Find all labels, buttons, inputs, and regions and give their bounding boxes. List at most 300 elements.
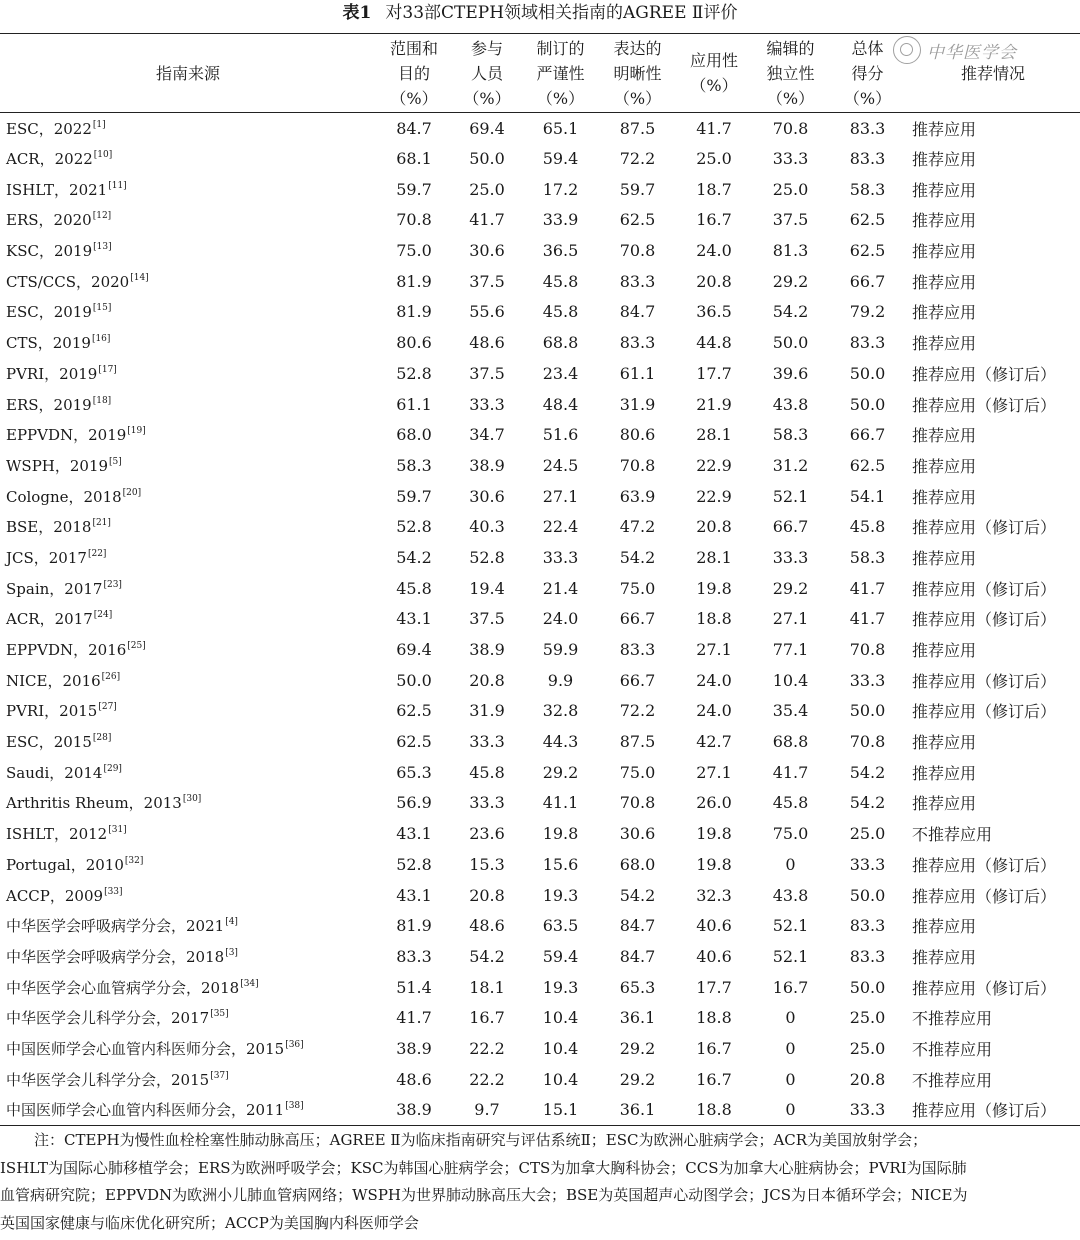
source-name: ACR，2022: [6, 150, 93, 169]
source-name: ACCP，2009: [6, 886, 104, 905]
col-rigour-cell: 65.1: [542, 118, 579, 138]
col-rigour-cell: 51.6: [542, 425, 579, 445]
col-overall-cell: 33.3: [849, 1100, 886, 1120]
col-independence-cell: 45.8: [772, 793, 809, 813]
col-independence-cell: 66.7: [772, 517, 809, 537]
col-applicability-cell: 26.0: [696, 793, 732, 813]
table-row: [0, 1033, 1080, 1064]
col-stakeholder-cell: 40.3: [469, 517, 505, 537]
col-applicability-cell: 22.9: [696, 486, 732, 506]
source-name: PVRI，2015: [6, 702, 98, 721]
col-overall-cell: 83.3: [849, 333, 886, 353]
col-overall-cell: 41.7: [849, 609, 886, 629]
col-applicability-cell: 32.3: [696, 885, 732, 905]
header-line: 指南来源: [155, 63, 220, 83]
header-line: （%）: [613, 88, 662, 108]
col-applicability-cell: 44.8: [696, 333, 732, 353]
col-scope-cell: 59.7: [396, 486, 432, 506]
col-rigour-cell: 59.4: [542, 149, 579, 169]
header-row: [0, 34, 1080, 113]
citation-ref: [4]: [225, 917, 238, 928]
col-stakeholder-cell: 22.2: [469, 1069, 505, 1089]
col-applicability-cell: 41.7: [696, 118, 732, 138]
col-overall-cell: 33.3: [849, 670, 886, 690]
col-clarity-cell: 83.3: [619, 333, 656, 353]
col-clarity-cell: 72.2: [619, 149, 656, 169]
guideline-source: [0, 511, 376, 542]
recommendation-cell: 推荐应用: [912, 426, 977, 446]
col-scope-cell: 81.9: [396, 916, 432, 936]
header-line: （%）: [766, 88, 815, 108]
guideline-source: [0, 757, 376, 788]
col-scope-cell: 54.2: [396, 547, 432, 567]
recommendation-cell: 推荐应用: [912, 242, 977, 262]
col-recommendation-header: [906, 34, 1080, 113]
col-rigour-cell: 19.3: [542, 977, 579, 997]
guideline-source: [0, 910, 376, 941]
guideline-source: [0, 665, 376, 696]
guideline-source: [0, 634, 376, 665]
table-row: [0, 1064, 1080, 1095]
col-rigour-cell: 45.8: [542, 271, 579, 291]
col-scope-cell: 69.4: [396, 640, 432, 660]
table-number: 表1: [342, 3, 372, 23]
col-applicability-cell: 19.8: [696, 854, 732, 874]
source-name: KSC，2019: [6, 242, 93, 261]
col-stakeholder-cell: 23.6: [469, 824, 505, 844]
col-rigour-cell: 9.9: [547, 670, 574, 690]
col-stakeholder-cell: 37.5: [469, 609, 505, 629]
recommendation-cell: 推荐应用（修订后）: [912, 671, 1057, 691]
col-rigour-cell: 19.3: [542, 885, 579, 905]
source-name: 中华医学会儿科学分会，2017: [6, 1009, 210, 1028]
col-source-header: [0, 34, 376, 113]
header-line: （%）: [843, 88, 892, 108]
col-overall-cell: 70.8: [849, 732, 886, 752]
table-row: [0, 297, 1080, 328]
col-overall-cell: 62.5: [849, 210, 886, 230]
guideline-source: [0, 266, 376, 297]
note-line: ISHLT为国际心肺移植学会；ERS为欧洲呼吸学会；KSC为韩国心脏病学会；CTS为加拿大胸科协会；CCS为加拿大心脏病协会；PVRI为国际肺: [0, 1158, 967, 1177]
recommendation-cell: 推荐应用: [912, 487, 977, 507]
guideline-source: [0, 481, 376, 512]
col-stakeholder-cell: 9.7: [474, 1100, 500, 1120]
col-rigour-cell: 59.9: [542, 640, 579, 660]
col-rigour-cell: 41.1: [542, 793, 579, 813]
col-overall-cell: 25.0: [849, 824, 886, 844]
table-row: [0, 880, 1080, 911]
citation-ref: [19]: [127, 426, 146, 437]
col-independence-cell: 0: [785, 854, 796, 874]
col-independence-cell: 41.7: [772, 762, 809, 782]
header-line: 应用性: [689, 51, 738, 70]
header-line: 参与: [470, 38, 503, 58]
recommendation-cell: 推荐应用: [912, 947, 977, 967]
col-rigour-cell: 29.2: [542, 762, 579, 782]
col-clarity-cell: 87.5: [619, 118, 656, 138]
col-overall-cell: 50.0: [849, 363, 886, 383]
recommendation-cell: 不推荐应用: [912, 1070, 993, 1090]
table-note: [0, 1127, 1080, 1237]
table-row: [0, 972, 1080, 1003]
col-clarity-cell: 68.0: [619, 854, 656, 874]
source-name: Cologne，2018: [6, 487, 122, 506]
table-row: [0, 665, 1080, 696]
table-body: [0, 113, 1080, 1126]
source-name: EPPVDN，2019: [6, 426, 127, 445]
col-scope-cell: 56.9: [396, 793, 432, 813]
guideline-source: [0, 143, 376, 174]
table-row: [0, 266, 1080, 297]
source-name: 中华医学会呼吸病学分会，2018: [6, 947, 225, 966]
col-applicability-cell: 18.8: [696, 1008, 732, 1028]
note-line: 注：CTEPH为慢性血栓栓塞性肺动脉高压；AGREE Ⅱ为临床指南研究与评估系统Ⅱ；ESC为欧洲心脏病学会；ACR为美国放射学会；: [34, 1131, 928, 1149]
col-applicability-cell: 36.5: [696, 302, 732, 322]
col-scope-cell: 38.9: [396, 1100, 432, 1120]
col-stakeholder-cell: 52.8: [469, 547, 505, 567]
col-independence-cell: 27.1: [772, 609, 809, 629]
col-applicability-cell: 16.7: [696, 1038, 732, 1058]
table-row: [0, 174, 1080, 205]
col-overall-cell: 58.3: [849, 547, 886, 567]
source-name: JCS，2017: [6, 548, 87, 567]
col-overall-cell: 25.0: [849, 1008, 886, 1028]
col-clarity-cell: 84.7: [619, 916, 656, 936]
col-clarity-cell: 65.3: [619, 977, 656, 997]
guideline-source: [0, 542, 376, 573]
col-scope-cell: 65.3: [396, 762, 432, 782]
col-scope-cell: 52.8: [396, 363, 432, 383]
col-clarity-cell: 29.2: [619, 1069, 656, 1089]
guideline-source: [0, 941, 376, 972]
recommendation-cell: 不推荐应用: [912, 1009, 993, 1029]
guideline-source: [0, 358, 376, 389]
col-overall-cell: 33.3: [849, 854, 886, 874]
col-overall-cell: 83.3: [849, 149, 886, 169]
col-rigour-cell: 36.5: [542, 241, 579, 261]
col-stakeholder-cell: 50.0: [469, 149, 505, 169]
col-independence-cell: 33.3: [772, 547, 809, 567]
table-row: [0, 696, 1080, 727]
col-scope-cell: 68.0: [396, 425, 432, 445]
col-independence-cell: 35.4: [772, 701, 809, 721]
col-independence-cell: 75.0: [772, 824, 809, 844]
col-stakeholder-cell: 33.3: [469, 394, 505, 414]
recommendation-cell: 推荐应用（修订后）: [912, 702, 1057, 722]
col-stakeholder-cell: 30.6: [469, 241, 505, 261]
col-clarity-cell: 30.6: [619, 824, 656, 844]
table-row: [0, 358, 1080, 389]
col-clarity-cell: 63.9: [619, 486, 656, 506]
col-rigour-header: [522, 34, 599, 113]
header-line: 制订的: [536, 38, 585, 58]
citation-ref: [36]: [285, 1039, 304, 1050]
source-name: 中华医学会儿科学分会，2015: [6, 1070, 210, 1089]
col-scope-cell: 81.9: [396, 271, 432, 291]
col-applicability-cell: 19.8: [696, 578, 732, 598]
col-independence-cell: 43.8: [772, 885, 809, 905]
col-overall-cell: 54.2: [849, 762, 886, 782]
source-name: ERS，2020: [6, 211, 92, 230]
guideline-source: [0, 419, 376, 450]
guideline-source: [0, 696, 376, 727]
recommendation-cell: 推荐应用（修订后）: [912, 610, 1057, 630]
guideline-source: [0, 1002, 376, 1033]
col-overall-cell: 70.8: [849, 640, 886, 660]
table-row: [0, 113, 1080, 144]
table-row: [0, 910, 1080, 941]
col-stakeholder-header: [452, 34, 522, 113]
table-row: [0, 941, 1080, 972]
col-stakeholder-cell: 54.2: [469, 946, 505, 966]
table-row: [0, 849, 1080, 880]
col-scope-header: [376, 34, 452, 113]
source-name: ESC，2022: [6, 119, 92, 138]
col-overall-cell: 79.2: [849, 302, 886, 322]
col-independence-cell: 25.0: [772, 179, 809, 199]
source-name: NICE，2016: [6, 671, 101, 690]
col-applicability-cell: 16.7: [696, 1069, 732, 1089]
col-clarity-cell: 66.7: [619, 609, 656, 629]
col-rigour-cell: 24.0: [542, 609, 579, 629]
col-stakeholder-cell: 55.6: [469, 302, 505, 322]
col-scope-cell: 62.5: [396, 701, 432, 721]
col-rigour-cell: 10.4: [542, 1038, 579, 1058]
col-overall-cell: 66.7: [849, 425, 886, 445]
col-applicability-cell: 20.8: [696, 517, 732, 537]
col-clarity-cell: 83.3: [619, 271, 656, 291]
col-applicability-cell: 17.7: [696, 977, 732, 997]
col-clarity-cell: 61.1: [619, 363, 656, 383]
col-stakeholder-cell: 48.6: [469, 333, 505, 353]
col-stakeholder-cell: 38.9: [469, 455, 505, 475]
source-name: CTS，2019: [6, 334, 91, 353]
citation-ref: [20]: [122, 487, 142, 498]
col-rigour-cell: 10.4: [542, 1008, 579, 1028]
col-applicability-cell: 19.8: [696, 824, 732, 844]
recommendation-cell: 推荐应用（修订后）: [912, 855, 1057, 875]
col-scope-cell: 58.3: [396, 455, 432, 475]
col-independence-cell: 52.1: [772, 946, 809, 966]
col-stakeholder-cell: 33.3: [469, 732, 505, 752]
header-line: （%）: [390, 88, 438, 108]
col-overall-cell: 62.5: [849, 455, 886, 475]
citation-ref: [30]: [182, 794, 202, 805]
col-rigour-cell: 68.8: [542, 333, 579, 353]
table-row: [0, 818, 1080, 849]
guideline-source: [0, 450, 376, 481]
col-clarity-cell: 87.5: [619, 732, 656, 752]
col-applicability-cell: 21.9: [696, 394, 732, 414]
table-caption: 对33部CTEPH领域相关指南的AGREE Ⅱ评价: [385, 3, 738, 23]
source-name: BSE，2018: [6, 518, 92, 537]
recommendation-cell: 推荐应用: [912, 334, 977, 354]
col-clarity-cell: 70.8: [619, 241, 656, 261]
recommendation-cell: 推荐应用: [912, 119, 977, 139]
recommendation-cell: 推荐应用（修订后）: [912, 518, 1057, 538]
col-independence-cell: 29.2: [772, 578, 809, 598]
col-scope-cell: 68.1: [396, 149, 432, 169]
col-scope-cell: 52.8: [396, 517, 432, 537]
col-clarity-cell: 31.9: [619, 394, 656, 414]
citation-ref: [22]: [87, 548, 107, 559]
col-applicability-cell: 28.1: [696, 547, 732, 567]
recommendation-cell: 推荐应用: [912, 211, 977, 231]
table-row: [0, 389, 1080, 420]
header-line: （%）: [690, 76, 738, 95]
source-name: ISHLT，2012: [6, 825, 108, 844]
col-applicability-cell: 42.7: [696, 732, 732, 752]
col-clarity-cell: 59.7: [619, 179, 656, 199]
citation-ref: [34]: [240, 978, 259, 989]
table-row: [0, 726, 1080, 757]
header-line: 表达的: [613, 38, 662, 58]
citation-ref: [25]: [127, 641, 146, 652]
col-scope-cell: 84.7: [396, 118, 432, 138]
col-independence-cell: 10.4: [772, 670, 809, 690]
col-applicability-cell: 18.7: [696, 179, 732, 199]
col-independence-cell: 0: [785, 1038, 796, 1058]
citation-ref: [24]: [93, 610, 113, 621]
col-rigour-cell: 33.9: [542, 210, 579, 230]
source-name: 中国医师学会心血管内科医师分会，2011: [6, 1101, 285, 1120]
guideline-source: [0, 174, 376, 205]
source-name: WSPH，2019: [6, 456, 109, 475]
header-line: 总体: [851, 38, 884, 58]
col-clarity-cell: 54.2: [619, 885, 656, 905]
col-overall-cell: 54.2: [849, 793, 886, 813]
col-independence-cell: 43.8: [772, 394, 809, 414]
col-overall-cell: 20.8: [849, 1069, 886, 1089]
col-clarity-cell: 36.1: [619, 1100, 656, 1120]
col-clarity-cell: 62.5: [619, 210, 656, 230]
citation-ref: [13]: [93, 242, 112, 253]
col-stakeholder-cell: 16.7: [469, 1008, 505, 1028]
col-independence-cell: 50.0: [772, 333, 809, 353]
col-overall-cell: 41.7: [849, 578, 886, 598]
guideline-source: [0, 113, 376, 144]
source-name: ERS，2019: [6, 395, 92, 414]
col-independence-cell: 0: [785, 1069, 796, 1089]
guideline-source: [0, 1095, 376, 1126]
header-line: 独立性: [766, 63, 815, 83]
guideline-source: [0, 880, 376, 911]
col-applicability-cell: 16.7: [696, 210, 732, 230]
recommendation-cell: 推荐应用: [912, 548, 977, 568]
guideline-source: [0, 726, 376, 757]
table-row: [0, 235, 1080, 266]
col-rigour-cell: 63.5: [542, 916, 579, 936]
watermark-text: 中华医学会: [927, 42, 1017, 63]
col-stakeholder-cell: 20.8: [469, 670, 505, 690]
table-row: [0, 573, 1080, 604]
col-scope-cell: 81.9: [396, 302, 432, 322]
col-independence-cell: 33.3: [772, 149, 809, 169]
guideline-source: [0, 573, 376, 604]
col-stakeholder-cell: 31.9: [469, 701, 505, 721]
col-stakeholder-cell: 69.4: [469, 118, 505, 138]
col-applicability-header: [676, 34, 752, 113]
col-overall-cell: 45.8: [849, 517, 886, 537]
col-stakeholder-cell: 33.3: [469, 793, 505, 813]
citation-ref: [38]: [285, 1101, 304, 1112]
col-stakeholder-cell: 25.0: [469, 179, 505, 199]
col-overall-cell: 83.3: [849, 916, 886, 936]
source-name: ISHLT，2021: [6, 180, 108, 199]
col-scope-cell: 62.5: [396, 732, 432, 752]
col-rigour-cell: 24.5: [542, 455, 579, 475]
col-rigour-cell: 10.4: [542, 1069, 579, 1089]
header-line: 明晰性: [613, 63, 662, 83]
col-overall-cell: 50.0: [849, 394, 886, 414]
source-name: ESC，2019: [6, 303, 92, 322]
source-name: Saudi，2014: [6, 763, 103, 782]
col-overall-cell: 50.0: [849, 977, 886, 997]
col-stakeholder-cell: 19.4: [469, 578, 505, 598]
col-clarity-cell: 83.3: [619, 640, 656, 660]
col-stakeholder-cell: 34.7: [469, 425, 505, 445]
recommendation-cell: 推荐应用: [912, 733, 977, 753]
source-name: PVRI，2019: [6, 364, 98, 383]
guideline-source: [0, 205, 376, 236]
recommendation-cell: 推荐应用（修订后）: [912, 886, 1057, 906]
recommendation-cell: 推荐应用（修订后）: [912, 978, 1057, 998]
source-name: Portugal，2010: [6, 855, 124, 874]
col-independence-cell: 16.7: [772, 977, 809, 997]
citation-ref: [10]: [93, 150, 113, 161]
col-rigour-cell: 19.8: [542, 824, 579, 844]
col-applicability-cell: 27.1: [696, 640, 732, 660]
table-row: [0, 205, 1080, 236]
col-stakeholder-cell: 15.3: [469, 854, 505, 874]
col-scope-cell: 59.7: [396, 179, 432, 199]
recommendation-cell: 推荐应用（修订后）: [912, 395, 1057, 415]
recommendation-cell: 推荐应用: [912, 641, 977, 661]
col-clarity-cell: 72.2: [619, 701, 656, 721]
table-row: [0, 511, 1080, 542]
col-independence-cell: 77.1: [772, 640, 809, 660]
citation-ref: [5]: [109, 456, 122, 467]
col-scope-cell: 48.6: [396, 1069, 432, 1089]
table-row: [0, 419, 1080, 450]
col-overall-cell: 62.5: [849, 241, 886, 261]
col-independence-cell: 52.1: [772, 916, 809, 936]
citation-ref: [1]: [92, 119, 106, 130]
col-rigour-cell: 23.4: [542, 363, 579, 383]
col-overall-cell: 83.3: [849, 118, 886, 138]
col-rigour-cell: 59.4: [542, 946, 579, 966]
header-line: 编辑的: [766, 38, 815, 58]
col-applicability-cell: 18.8: [696, 609, 732, 629]
col-clarity-cell: 47.2: [619, 517, 656, 537]
table-row: [0, 1002, 1080, 1033]
table-title: [0, 0, 1080, 30]
citation-ref: [21]: [92, 518, 111, 529]
recommendation-cell: 不推荐应用: [912, 1039, 993, 1059]
col-rigour-cell: 32.8: [542, 701, 579, 721]
citation-ref: [27]: [98, 702, 117, 713]
col-clarity-cell: 84.7: [619, 946, 656, 966]
recommendation-cell: 推荐应用: [912, 763, 977, 783]
col-clarity-cell: 80.6: [619, 425, 656, 445]
col-rigour-cell: 48.4: [542, 394, 579, 414]
col-rigour-cell: 21.4: [542, 578, 579, 598]
source-name: 中国医师学会心血管内科医师分会，2015: [6, 1039, 285, 1058]
guideline-source: [0, 297, 376, 328]
citation-ref: [32]: [124, 855, 144, 866]
table-row: [0, 788, 1080, 819]
col-independence-cell: 68.8: [772, 732, 809, 752]
